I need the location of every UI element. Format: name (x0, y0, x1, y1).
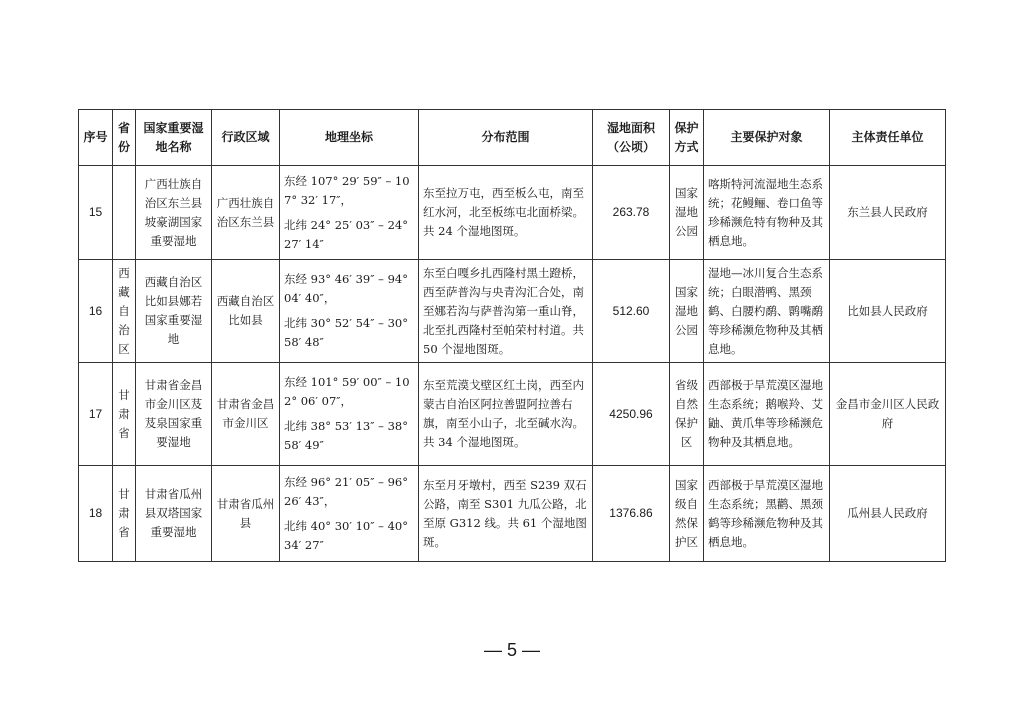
cell-area: 4250.96 (593, 363, 670, 466)
header-range: 分布范围 (419, 110, 593, 166)
header-protection: 保护方式 (670, 110, 704, 166)
coord-latitude: 北纬 30° 52′ 54″ – 30° 58′ 48″ (284, 316, 408, 349)
wetland-table (78, 109, 946, 562)
header-area: 湿地面积（公顷） (593, 110, 670, 166)
coord-latitude: 北纬 24° 25′ 03″ – 24° 27′ 14″ (284, 217, 408, 251)
coord-longitude: 东经 96° 21′ 05″ – 96° 26′ 43″， (284, 474, 408, 508)
cell-targets: 湿地—冰川复合生态系统；白眼潜鸭、黑颈鹤、白腰杓鹬、鹮嘴鹬等珍稀濒危物种及其栖息地。 (704, 260, 830, 363)
cell-wetland-name: 广西壮族自治区东兰县坡豪湖国家重要湿地 (136, 166, 212, 260)
cell-responsible-unit: 瓜州县人民政府 (830, 466, 946, 562)
table-row (79, 466, 946, 562)
cell-protection: 国家湿地公园 (670, 260, 704, 363)
header-province: 省份 (113, 110, 136, 166)
cell-protection: 国家级自然保护区 (670, 466, 704, 562)
cell-province: 西藏自治区 (113, 260, 136, 363)
cell-responsible-unit: 金昌市金川区人民政府 (830, 363, 946, 466)
cell-protection: 国家湿地公园 (670, 166, 704, 260)
cell-coordinates (280, 466, 419, 562)
cell-range: 东至荒漠戈壁区红土岗，西至内蒙古自治区阿拉善盟阿拉善右旗，南至小山子，北至碱水沟。共 34 个湿地图斑。 (419, 363, 593, 466)
table-row (79, 166, 946, 260)
cell-targets: 西部极于旱荒漠区湿地生态系统；黑鹳、黑颈鹤等珍稀濒危物种及其栖息地。 (704, 466, 830, 562)
header-targets: 主要保护对象 (704, 110, 830, 166)
table-row (79, 363, 946, 466)
coord-latitude: 北纬 38° 53′ 13″ – 38° 58′ 49″ (284, 419, 408, 452)
cell-region: 西藏自治区比如县 (212, 260, 280, 363)
coord-longitude: 东经 107° 29′ 59″ – 107° 32′ 17″， (284, 173, 410, 207)
cell-wetland-name: 甘肃省金昌市金川区芨芨泉国家重要湿地 (136, 363, 212, 466)
cell-wetland-name: 西藏自治区比如县娜若国家重要湿地 (136, 260, 212, 363)
coord-latitude: 北纬 40° 30′ 10″ – 40° 34′ 27″ (284, 518, 408, 552)
cell-range: 东至白嘎乡扎西隆村黑土蹬桥，西至萨普沟与央青沟汇合处，南至娜若沟与萨普沟第一重山脊，北至扎西隆村至帕荣村村道。共 50 个湿地图斑。 (419, 260, 593, 363)
table-row (79, 260, 946, 363)
cell-seq: 16 (79, 260, 113, 363)
cell-seq: 15 (79, 166, 113, 260)
cell-coordinates (280, 363, 419, 466)
header-region: 行政区域 (212, 110, 280, 166)
cell-targets: 喀斯特河流湿地生态系统；花鳗鲡、卷口鱼等珍稀濒危特有物种及其栖息地。 (704, 166, 830, 260)
cell-coordinates (280, 166, 419, 260)
cell-targets: 西部极于旱荒漠区湿地生态系统；鹅喉羚、艾鼬、黄爪隼等珍稀濒危物种及其栖息地。 (704, 363, 830, 466)
cell-responsible-unit: 比如县人民政府 (830, 260, 946, 363)
cell-range: 东至月牙墩村，西至 S239 双石公路，南至 S301 九瓜公路，北至原 G312 线。共 61 个湿地图斑。 (419, 466, 593, 562)
header-coordinates: 地理坐标 (280, 110, 419, 166)
header-wetland-name: 国家重要湿地名称 (136, 110, 212, 166)
cell-coordinates (280, 260, 419, 363)
cell-responsible-unit: 东兰县人民政府 (830, 166, 946, 260)
cell-region: 甘肃省瓜州县 (212, 466, 280, 562)
cell-area: 1376.86 (593, 466, 670, 562)
header-responsible-unit: 主体责任单位 (830, 110, 946, 166)
header-seq: 序号 (79, 110, 113, 166)
coord-longitude: 东经 93° 46′ 39″ – 94° 04′ 40″， (284, 272, 408, 305)
cell-region: 甘肃省金昌市金川区 (212, 363, 280, 466)
table-header-row (79, 110, 946, 166)
coord-longitude: 东经 101° 59′ 00″ – 102° 06′ 07″， (284, 375, 410, 408)
cell-province (113, 166, 136, 260)
cell-seq: 18 (79, 466, 113, 562)
cell-area: 263.78 (593, 166, 670, 260)
cell-province: 甘肃省 (113, 363, 136, 466)
page-number: — 5 — (483, 640, 540, 660)
cell-region: 广西壮族自治区东兰县 (212, 166, 280, 260)
cell-protection: 省级自然保护区 (670, 363, 704, 466)
cell-province: 甘肃省 (113, 466, 136, 562)
cell-area: 512.60 (593, 260, 670, 363)
cell-seq: 17 (79, 363, 113, 466)
cell-wetland-name: 甘肃省瓜州县双塔国家重要湿地 (136, 466, 212, 562)
cell-range: 东至拉万屯，西至板么屯，南至红水河，北至板练屯北面桥梁。共 24 个湿地图斑。 (419, 166, 593, 260)
